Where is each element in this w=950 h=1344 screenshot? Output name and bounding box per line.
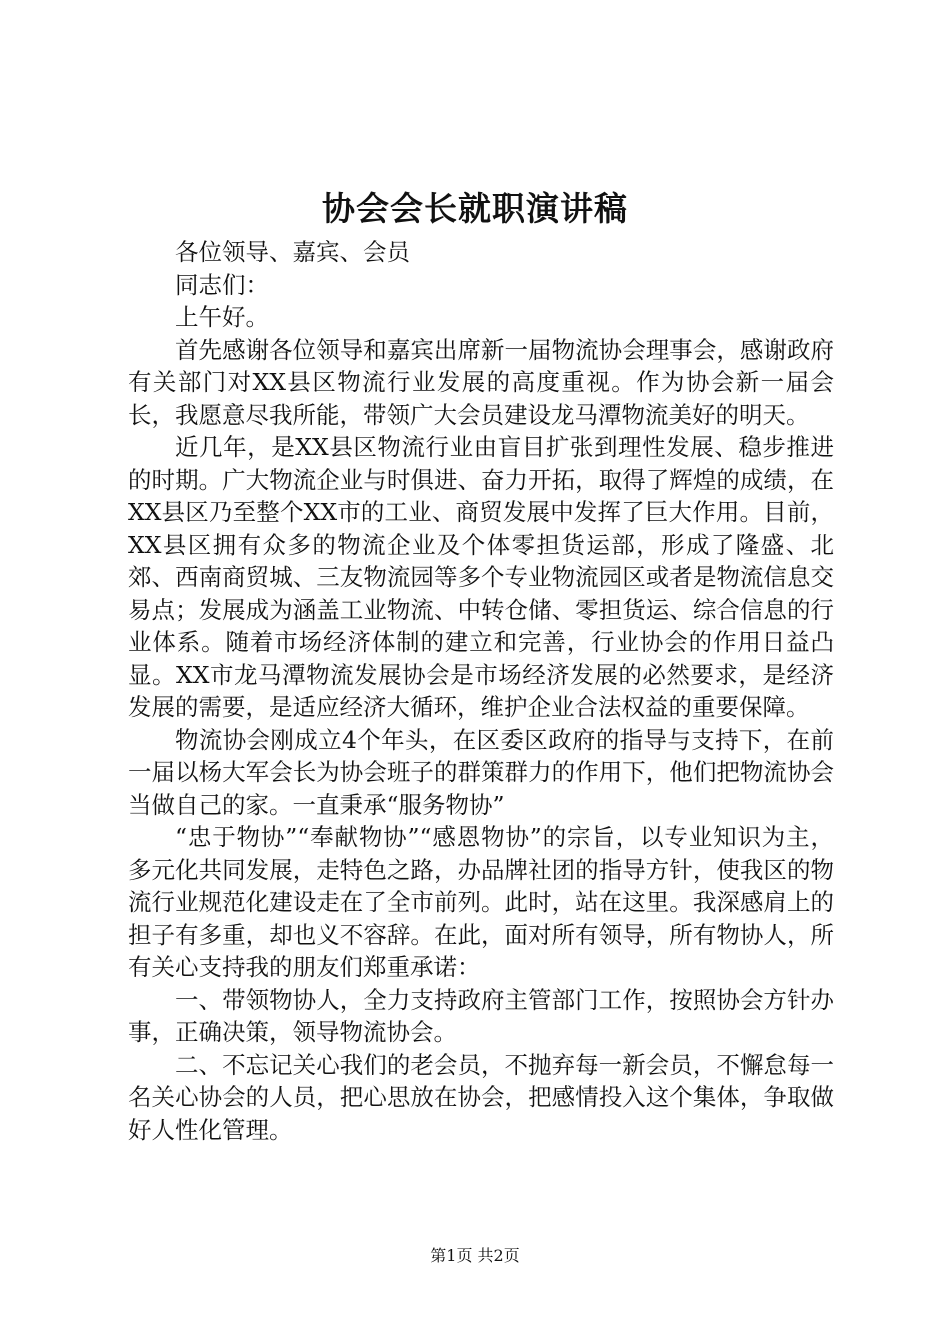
salutation-paragraph: 各位领导、嘉宾、会员 [175, 238, 410, 266]
body-paragraph: “忠于物协”“奉献物协”“感恩物协”的宗旨，以专业知识为主，多元化共同发展，走特色之路，办品牌社团的指导方针，使我区的物流行业规范化建设走在了全市前列。此时，站在这里。我深感肩上的担子有多重，却也义不容辞。在此，面对所有领导，所有物协人，所有关心支持我的朋友们郑重承诺： [128, 823, 834, 981]
commitment-paragraph: 一、带领物协人，全力支持政府主管部门工作，按照协会方针办事，正确决策，领导物流协会。 [128, 985, 834, 1046]
body-paragraph: 物流协会刚成立4个年头，在区委区政府的指导与支持下，在前一届以杨大军会长为协会班子的群策群力的作用下，他们把物流协会当做自己的家。一直秉承“服务物协” [128, 725, 834, 819]
document-body [128, 236, 834, 1146]
page-number-footer: 第1页 共2页 [430, 1246, 520, 1265]
greeting-paragraph: 上午好。 [175, 303, 269, 331]
document-title: 协会会长就职演讲稿 [322, 189, 628, 228]
body-paragraph: 首先感谢各位领导和嘉宾出席新一届物流协会理事会，感谢政府有关部门对XX县区物流行业发展的高度重视。作为协会新一届会长，我愿意尽我所能，带领广大会员建设龙马潭物流美好的明天。 [128, 335, 834, 429]
body-paragraph: 近几年，是XX县区物流行业由盲目扩张到理性发展、稳步推进的时期。广大物流企业与时俱进、奋力开拓，取得了辉煌的成绩，在XX县区乃至整个XX市的工业、商贸发展中发挥了巨大作用。目前，XX县区拥有众多的物流企业及个体零担货运部，形成了隆盛、北郊、西南商贸城、三友物流园等多个专业物流园区或者是物流信息交易点；发展成为涵盖工业物流、中转仓储、零担货运、综合信息的行业体系。随着市场经济体制的建立和完善，行业协会的作用日益凸显。XX市龙马潭物流发展协会是市场经济发展的必然要求，是经济发展的需要，是适应经济大循环，维护企业合法权益的重要保障。 [128, 433, 834, 721]
commitment-paragraph: 二、不忘记关心我们的老会员，不抛弃每一新会员，不懈怠每一名关心协会的人员，把心思放在协会，把感情投入这个集体，争取做好人性化管理。 [128, 1050, 834, 1144]
salutation-paragraph: 同志们： [175, 270, 269, 299]
